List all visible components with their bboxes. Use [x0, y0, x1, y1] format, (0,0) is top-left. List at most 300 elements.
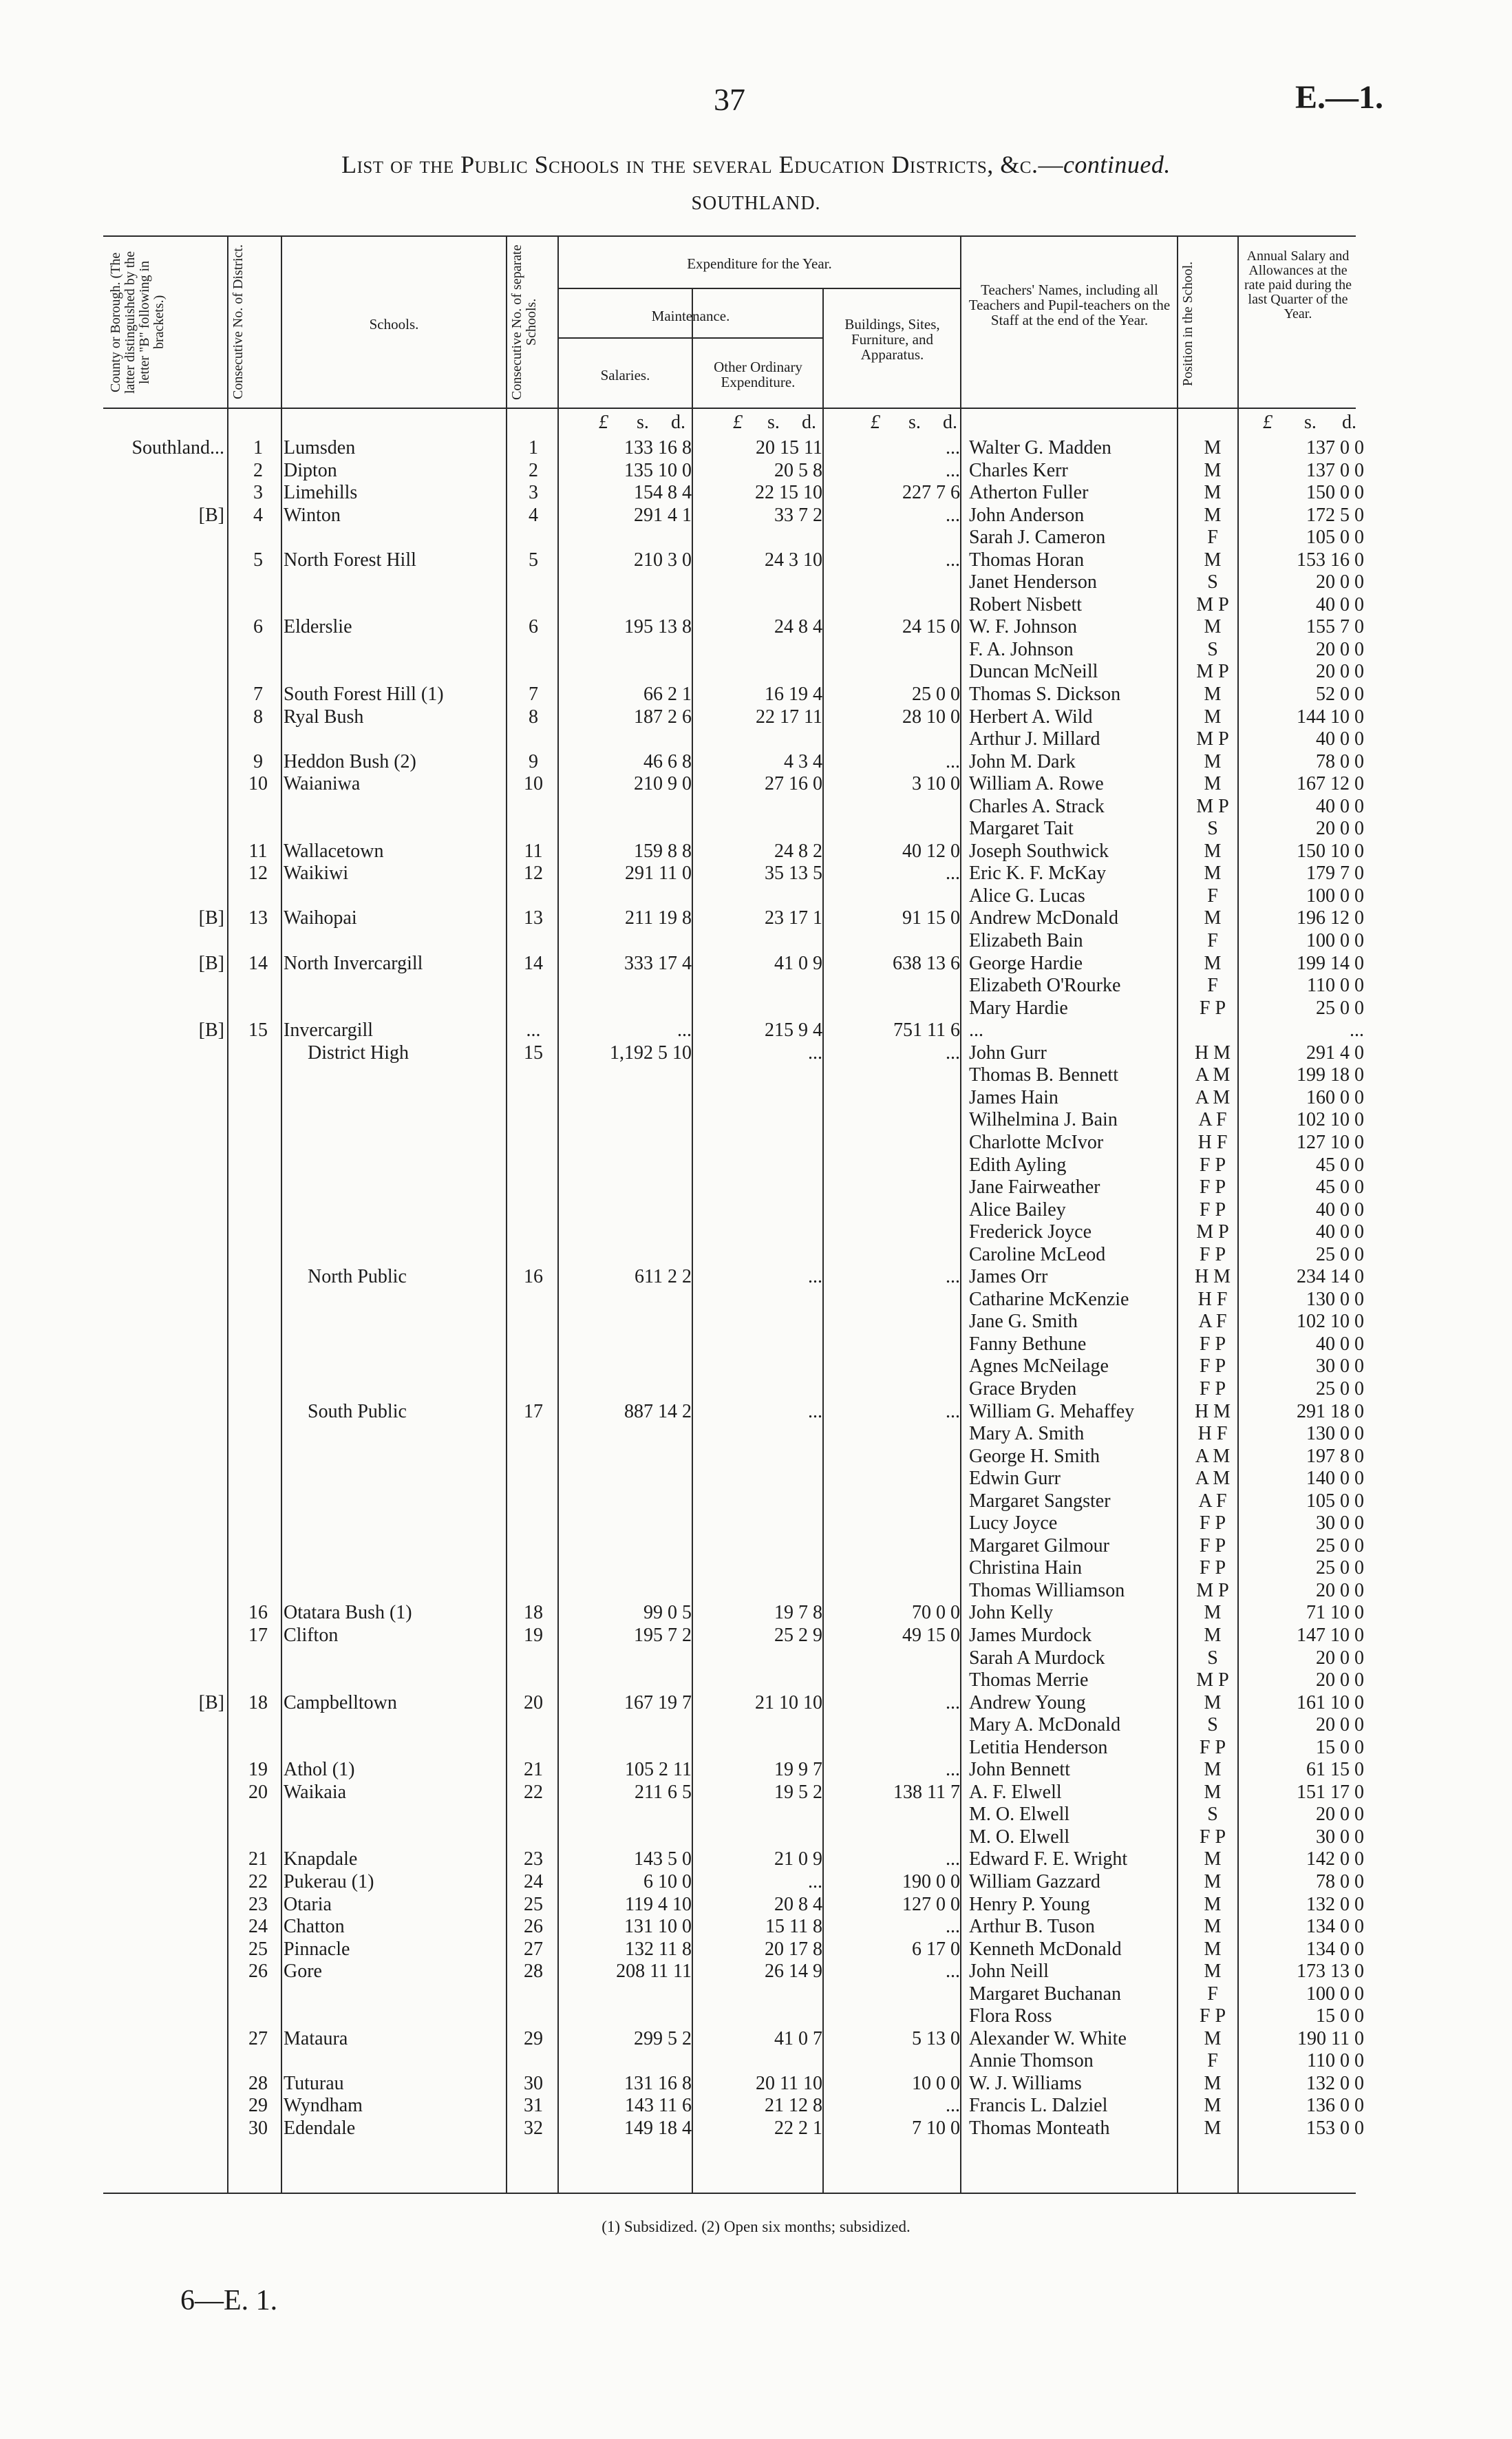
cell-pos: H F — [1197, 1288, 1228, 1310]
cell-sep: 23 — [524, 1848, 543, 1870]
cell-oth: 24 8 2 — [774, 840, 822, 862]
cell-pos: M P — [1196, 1221, 1229, 1243]
region-title: SOUTHLAND. — [691, 193, 821, 214]
cell-oth: 24 8 4 — [774, 616, 822, 638]
table-row — [0, 1983, 1512, 2006]
cell-ann: 197 8 0 — [1306, 1445, 1364, 1467]
cell-ann: 110 0 0 — [1307, 2050, 1364, 2072]
cell-pos: M — [1204, 437, 1222, 458]
cell-bld: 25 0 0 — [912, 684, 960, 706]
cell-oth: 215 9 4 — [765, 1020, 822, 1042]
cell-ann: 30 0 0 — [1316, 1355, 1364, 1377]
cell-pos: A M — [1195, 1445, 1231, 1467]
header-buildings: Buildings, Sites, Furniture, and Apparatus. — [844, 316, 940, 363]
cell-ann: 25 0 0 — [1316, 997, 1364, 1019]
salaries-pound: £ — [599, 412, 608, 433]
cell-ann: 100 0 0 — [1306, 885, 1364, 907]
cell-sep: 20 — [524, 1691, 543, 1713]
cell-oth: 21 0 9 — [774, 1848, 822, 1870]
table-row — [0, 773, 1512, 796]
cell-tchr: Andrew McDonald — [969, 907, 1118, 929]
cell-ann: 40 0 0 — [1316, 1333, 1364, 1355]
other-s: s. — [767, 412, 780, 433]
table-row — [0, 1490, 1512, 1513]
cell-pos: F — [1207, 975, 1218, 997]
cell-bld: ... — [946, 504, 960, 526]
cell-school: Dipton — [284, 459, 337, 481]
cell-sep: 18 — [524, 1602, 543, 1624]
table-row — [0, 953, 1512, 975]
cell-tchr: Mary A. Smith — [969, 1423, 1085, 1445]
cell-tchr: W. J. Williams — [969, 2072, 1082, 2094]
cell-dist: 9 — [253, 750, 263, 772]
table-row — [0, 549, 1512, 572]
table-row — [0, 437, 1512, 460]
cell-ann: 45 0 0 — [1316, 1176, 1364, 1199]
cell-county: Southland... — [131, 437, 224, 458]
table-row — [0, 1804, 1512, 1826]
annual-pound: £ — [1263, 412, 1273, 433]
cell-tchr: A. F. Elwell — [969, 1781, 1062, 1803]
cell-school: Waikaia — [284, 1781, 347, 1803]
table-row — [0, 639, 1512, 662]
page-title-continued: continued. — [1063, 151, 1171, 178]
cell-oth: 22 15 10 — [755, 482, 822, 504]
cell-tchr: Elizabeth O'Rourke — [969, 975, 1121, 997]
cell-school: Elderslie — [284, 616, 352, 638]
cell-pos: M P — [1196, 728, 1229, 750]
cell-dist: 10 — [248, 773, 268, 795]
cell-pos: M — [1204, 907, 1222, 929]
table-row — [0, 1669, 1512, 1692]
cell-tchr: Eric K. F. McKay — [969, 863, 1107, 885]
table-row — [0, 1848, 1512, 1871]
cell-pos: S — [1207, 818, 1218, 840]
cell-bld: 91 15 0 — [902, 907, 960, 929]
cell-pos: M — [1204, 459, 1222, 481]
cell-ann: 144 10 0 — [1297, 706, 1364, 728]
cell-ann: 105 0 0 — [1306, 1490, 1364, 1512]
cell-sep: 13 — [524, 907, 543, 929]
cell-bld: ... — [946, 1266, 960, 1288]
table-row — [0, 1692, 1512, 1715]
cell-tchr: Annie Thomson — [969, 2050, 1094, 2072]
cell-dist: 28 — [248, 2072, 268, 2094]
table-row — [0, 505, 1512, 527]
cell-ann: 199 14 0 — [1297, 952, 1364, 974]
cell-oth: 24 3 10 — [765, 549, 822, 571]
cell-ann: 45 0 0 — [1316, 1154, 1364, 1176]
cell-school: Tuturau — [284, 2072, 344, 2094]
cell-pos: S — [1207, 638, 1218, 660]
cell-school: North Public — [308, 1266, 407, 1288]
cell-sal: 143 11 6 — [625, 2095, 692, 2117]
cell-tchr: Catharine McKenzie — [969, 1288, 1129, 1310]
cell-oth: 41 0 7 — [774, 2027, 822, 2049]
cell-tchr: M. O. Elwell — [969, 1826, 1070, 1848]
cell-tchr: Sarah A Murdock — [969, 1647, 1105, 1669]
cell-county: [B] — [198, 1691, 224, 1713]
cell-tchr: Alice Bailey — [969, 1199, 1066, 1221]
cell-bld: 127 0 0 — [902, 1893, 960, 1915]
table-row — [0, 1289, 1512, 1311]
cell-oth: 35 13 5 — [765, 863, 822, 885]
table-row — [0, 1557, 1512, 1580]
cell-dist: 21 — [248, 1848, 268, 1870]
table-row — [0, 1961, 1512, 1983]
cell-tchr: Letitia Henderson — [969, 1736, 1108, 1758]
table-row — [0, 1826, 1512, 1849]
cell-county: [B] — [198, 952, 224, 974]
cell-dist: 8 — [253, 706, 263, 728]
cell-bld: ... — [946, 863, 960, 885]
cell-pos: M — [1204, 1893, 1222, 1915]
table-row — [0, 706, 1512, 729]
cell-ann: 179 7 0 — [1306, 863, 1364, 885]
table-row — [0, 2028, 1512, 2051]
cell-school: Pukerau (1) — [284, 1871, 374, 1892]
cell-sep: 21 — [524, 1759, 543, 1781]
cell-sal: 66 2 1 — [643, 684, 692, 706]
cell-ann: 78 0 0 — [1316, 750, 1364, 772]
cell-school: Mataura — [284, 2027, 348, 2049]
cell-ann: 153 0 0 — [1306, 2118, 1364, 2140]
table-row — [0, 1512, 1512, 1535]
cell-dist: 13 — [248, 907, 268, 929]
cell-sal: 211 19 8 — [625, 907, 692, 929]
table-row — [0, 1714, 1512, 1737]
cell-sep: 1 — [529, 437, 538, 458]
cell-ann: 160 0 0 — [1306, 1086, 1364, 1108]
cell-sal: 132 11 8 — [625, 1938, 692, 1960]
cell-dist: 14 — [248, 952, 268, 974]
cell-sal: 6 10 0 — [643, 1871, 692, 1892]
cell-pos: F — [1207, 885, 1218, 907]
cell-ann: 40 0 0 — [1316, 1199, 1364, 1221]
cell-tchr: Lucy Joyce — [969, 1512, 1058, 1534]
cell-oth: 20 5 8 — [774, 459, 822, 481]
cell-bld: ... — [946, 1961, 960, 1983]
cell-pos: M — [1204, 1624, 1222, 1646]
cell-pos: M — [1204, 706, 1222, 728]
table-row — [0, 1132, 1512, 1154]
table-row — [0, 2073, 1512, 2095]
cell-ann: 20 0 0 — [1316, 571, 1364, 593]
table-row — [0, 885, 1512, 908]
cell-sep: 9 — [529, 750, 538, 772]
table-row — [0, 1782, 1512, 1804]
cell-dist: 22 — [248, 1871, 268, 1892]
cell-tchr: James Orr — [969, 1266, 1048, 1288]
table-row — [0, 527, 1512, 549]
cell-school: Knapdale — [284, 1848, 358, 1870]
cell-sal: 195 7 2 — [634, 1624, 692, 1646]
cell-school: Otatara Bush (1) — [284, 1602, 412, 1624]
cell-bld: ... — [946, 2095, 960, 2117]
table-row — [0, 818, 1512, 841]
cell-sal: 887 14 2 — [624, 1400, 692, 1422]
cell-sep: 30 — [524, 2072, 543, 2094]
cell-pos: M P — [1196, 795, 1229, 817]
cell-tchr: Mary Hardie — [969, 997, 1068, 1019]
cell-sal: ... — [677, 1020, 692, 1042]
table-row — [0, 997, 1512, 1020]
cell-dist: 6 — [253, 616, 263, 638]
cell-school: Wyndham — [284, 2095, 363, 2117]
header-consecutive-district: Consecutive No. of District. — [231, 244, 246, 400]
cell-school: South Public — [308, 1400, 407, 1422]
cell-pos: F P — [1199, 1154, 1226, 1176]
table-row — [0, 1759, 1512, 1782]
cell-county: [B] — [198, 1020, 224, 1042]
cell-sep: 10 — [524, 773, 543, 795]
cell-school: Ryal Bush — [284, 706, 364, 728]
cell-ann: 291 18 0 — [1297, 1400, 1364, 1422]
cell-pos: M — [1204, 2095, 1222, 2117]
table-row — [0, 863, 1512, 885]
table-row — [0, 1916, 1512, 1939]
cell-sal: 149 18 4 — [624, 2118, 692, 2140]
cell-school: Gore — [284, 1961, 322, 1983]
cell-tchr: Caroline McLeod — [969, 1243, 1106, 1265]
cell-ann: 20 0 0 — [1316, 818, 1364, 840]
cell-oth: 20 17 8 — [765, 1938, 822, 1960]
cell-tchr: Henry P. Young — [969, 1893, 1090, 1915]
cell-tchr: W. F. Johnson — [969, 616, 1077, 638]
cell-bld: 3 10 0 — [912, 773, 960, 795]
cell-pos: S — [1207, 1714, 1218, 1736]
cell-bld: 10 0 0 — [912, 2072, 960, 2094]
cell-tchr: Margaret Gilmour — [969, 1534, 1109, 1556]
cell-tchr: Thomas Monteath — [969, 2118, 1110, 2140]
salaries-d: d. — [671, 412, 685, 433]
cell-tchr: Wilhelmina J. Bain — [969, 1109, 1118, 1131]
cell-ann: 20 0 0 — [1316, 1804, 1364, 1826]
cell-dist: 17 — [248, 1624, 268, 1646]
cell-oth: ... — [808, 1871, 822, 1892]
cell-school: Campbelltown — [284, 1691, 397, 1713]
cell-tchr: Grace Bryden — [969, 1377, 1077, 1400]
cell-pos: A M — [1195, 1468, 1231, 1490]
cell-pos: M P — [1196, 661, 1229, 683]
table-row — [0, 1939, 1512, 1961]
cell-sep: 4 — [529, 504, 538, 526]
cell-ann: 20 0 0 — [1316, 1669, 1364, 1691]
cell-ann: 140 0 0 — [1306, 1468, 1364, 1490]
cell-ann: 173 13 0 — [1297, 1961, 1364, 1983]
other-pound: £ — [733, 412, 743, 433]
table-row — [0, 2118, 1512, 2140]
cell-pos: M — [1204, 482, 1222, 504]
header-other-expenditure: Other Ordinary Expenditure. — [714, 359, 802, 390]
cell-bld: 6 17 0 — [912, 1938, 960, 1960]
table-row — [0, 616, 1512, 639]
header-schools: Schools. — [369, 316, 419, 332]
buildings-s: s. — [908, 412, 921, 433]
cell-tchr: Janet Henderson — [969, 571, 1097, 593]
cell-sal: 333 17 4 — [624, 952, 692, 974]
cell-sal: 291 11 0 — [625, 863, 692, 885]
cell-ann: 147 10 0 — [1297, 1624, 1364, 1646]
buildings-d: d. — [943, 412, 957, 433]
cell-bld: ... — [946, 750, 960, 772]
annual-d: d. — [1342, 412, 1356, 433]
cell-tchr: Fanny Bethune — [969, 1333, 1087, 1355]
cell-ann: 291 4 0 — [1306, 1042, 1364, 1064]
table-row — [0, 1266, 1512, 1289]
cell-pos: M — [1204, 750, 1222, 772]
cell-ann: 20 0 0 — [1316, 638, 1364, 660]
cell-pos: M P — [1196, 1579, 1229, 1601]
cell-school: Limehills — [284, 482, 358, 504]
cell-tchr: William G. Mehaffey — [969, 1400, 1135, 1422]
cell-school: Invercargill — [284, 1020, 374, 1042]
cell-bld: ... — [946, 549, 960, 571]
cell-dist: 27 — [248, 2027, 268, 2049]
cell-dist: 5 — [253, 549, 263, 571]
cell-ann: 110 0 0 — [1307, 975, 1364, 997]
cell-ann: 71 10 0 — [1306, 1602, 1364, 1624]
cell-bld: 24 15 0 — [902, 616, 960, 638]
schools-table-body — [0, 437, 1512, 2140]
table-row — [0, 1871, 1512, 1894]
sheet-mark: 6—E. 1. — [180, 2285, 278, 2316]
cell-pos: F P — [1199, 1199, 1226, 1221]
cell-school: North Forest Hill — [284, 549, 416, 571]
cell-ann: 30 0 0 — [1316, 1512, 1364, 1534]
cell-pos: H M — [1194, 1266, 1231, 1288]
cell-pos: H F — [1197, 1423, 1228, 1445]
cell-ann: 150 0 0 — [1306, 482, 1364, 504]
cell-dist: 19 — [248, 1759, 268, 1781]
cell-ann: 130 0 0 — [1306, 1423, 1364, 1445]
table-row — [0, 930, 1512, 953]
cell-oth: 25 2 9 — [774, 1624, 822, 1646]
cell-oth: 19 7 8 — [774, 1602, 822, 1624]
cell-ann: 102 10 0 — [1297, 1311, 1364, 1333]
cell-sal: 119 4 10 — [625, 1893, 692, 1915]
cell-sep: 29 — [524, 2027, 543, 2049]
cell-school: Edendale — [284, 2118, 356, 2140]
cell-dist: 1 — [253, 437, 263, 458]
table-row — [0, 1355, 1512, 1378]
cell-pos: H F — [1197, 1131, 1228, 1153]
cell-tchr: Alice G. Lucas — [969, 885, 1085, 907]
cell-tchr: Sarah J. Cameron — [969, 527, 1106, 549]
cell-oth: ... — [808, 1266, 822, 1288]
cell-pos: S — [1207, 1647, 1218, 1669]
cell-dist: 20 — [248, 1781, 268, 1803]
cell-tchr: Thomas Merrie — [969, 1669, 1089, 1691]
cell-ann: 40 0 0 — [1316, 593, 1364, 615]
cell-bld: 49 15 0 — [902, 1624, 960, 1646]
cell-tchr: Andrew Young — [969, 1691, 1086, 1713]
cell-ann: 134 0 0 — [1306, 1916, 1364, 1938]
table-row — [0, 907, 1512, 930]
cell-ann: 151 17 0 — [1297, 1781, 1364, 1803]
table-row — [0, 1647, 1512, 1670]
cell-sep: 24 — [524, 1871, 543, 1892]
cell-tchr: Flora Ross — [969, 2005, 1052, 2027]
cell-sal: 211 6 5 — [635, 1781, 692, 1803]
cell-sal: 167 19 7 — [624, 1691, 692, 1713]
cell-oth: 15 11 8 — [765, 1916, 822, 1938]
cell-sal: 135 10 0 — [624, 459, 692, 481]
cell-sal: 159 8 8 — [634, 840, 692, 862]
cell-school: District High — [308, 1042, 409, 1064]
table-bottom-rule — [103, 2193, 1356, 2194]
cell-oth: 19 9 7 — [774, 1759, 822, 1781]
cell-dist: 2 — [253, 459, 263, 481]
cell-dist: 7 — [253, 684, 263, 706]
cell-ann: 155 7 0 — [1306, 616, 1364, 638]
table-row — [0, 1535, 1512, 1558]
table-row — [0, 1064, 1512, 1087]
cell-ann: 137 0 0 — [1306, 459, 1364, 481]
header-expenditure: Expenditure for the Year. — [687, 255, 832, 272]
cell-ann: 20 0 0 — [1316, 1714, 1364, 1736]
cell-ann: 20 0 0 — [1316, 1579, 1364, 1601]
cell-sal: 143 5 0 — [634, 1848, 692, 1870]
cell-oth: 20 8 4 — [774, 1893, 822, 1915]
cell-tchr: ... — [969, 1020, 983, 1042]
cell-dist: 12 — [248, 863, 268, 885]
cell-ann: 127 10 0 — [1297, 1131, 1364, 1153]
cell-bld: ... — [946, 1691, 960, 1713]
cell-school: North Invercargill — [284, 952, 423, 974]
cell-ann: 102 10 0 — [1297, 1109, 1364, 1131]
cell-sep: 22 — [524, 1781, 543, 1803]
cell-dist: 3 — [253, 482, 263, 504]
cell-dist: 18 — [248, 1691, 268, 1713]
cell-pos: A F — [1198, 1311, 1227, 1333]
cell-pos: M P — [1196, 1669, 1229, 1691]
cell-dist: 29 — [248, 2095, 268, 2117]
cell-tchr: Kenneth McDonald — [969, 1938, 1122, 1960]
cell-oth: 26 14 9 — [765, 1961, 822, 1983]
table-row — [0, 1311, 1512, 1333]
cell-bld: ... — [946, 1400, 960, 1422]
cell-tchr: Thomas S. Dickson — [969, 684, 1121, 706]
cell-school: Pinnacle — [284, 1938, 350, 1960]
cell-tchr: F. A. Johnson — [969, 638, 1074, 660]
annual-s: s. — [1304, 412, 1317, 433]
cell-school: Clifton — [284, 1624, 339, 1646]
cell-sal: 154 8 4 — [634, 482, 692, 504]
cell-oth: 22 2 1 — [774, 2118, 822, 2140]
cell-dist: 23 — [248, 1893, 268, 1915]
cell-sep: 14 — [524, 952, 543, 974]
table-row — [0, 1109, 1512, 1132]
cell-dist: 26 — [248, 1961, 268, 1983]
cell-sep: 12 — [524, 863, 543, 885]
cell-tchr: John Gurr — [969, 1042, 1047, 1064]
cell-ann: 167 12 0 — [1297, 773, 1364, 795]
table-row — [0, 1087, 1512, 1110]
table-row — [0, 482, 1512, 505]
cell-pos: M — [1204, 1871, 1222, 1892]
cell-ann: 25 0 0 — [1316, 1243, 1364, 1265]
header-top-rule — [103, 235, 1356, 237]
cell-tchr: James Hain — [969, 1086, 1058, 1108]
cell-ann: 132 0 0 — [1306, 2072, 1364, 2094]
cell-bld: 40 12 0 — [902, 840, 960, 862]
header-bottom-rule — [103, 408, 1356, 409]
cell-oth: ... — [808, 1400, 822, 1422]
cell-sep: 19 — [524, 1624, 543, 1646]
other-d: d. — [802, 412, 816, 433]
cell-sal: 187 2 6 — [634, 706, 692, 728]
